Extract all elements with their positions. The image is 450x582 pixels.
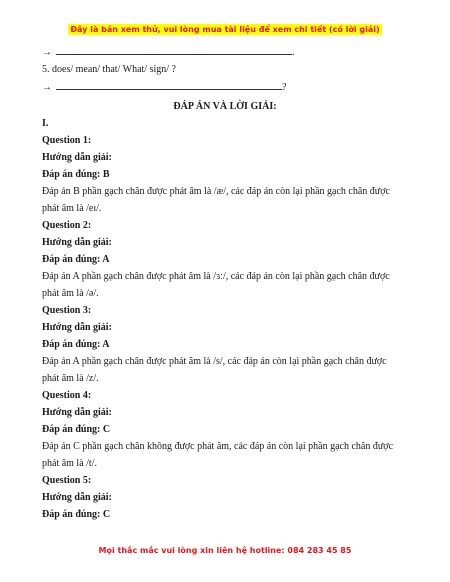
line-end-mark: ? [282,82,287,93]
guide-label: Hướng dẫn giải: [42,237,112,248]
correct-answer: Đáp án đúng: C [42,509,111,520]
correct-answer: Đáp án đúng: A [42,339,110,350]
question-label: Question 4: [42,390,92,401]
explanation-line: phát âm là /eɪ/. [42,203,102,214]
question-block-5 [42,474,408,521]
explanation-line: phát âm là /t/. [42,458,97,469]
question-block-4 [42,389,408,474]
preview-notice-text: Đây là bản xem thử, vui lòng mua tài liệu để xem chi tiết (có lời giải) [70,25,380,34]
guide-label: Hướng dẫn giải: [42,407,112,418]
explanation-line: Đáp án B phần gạch chân được phát âm là /æ/, các đáp án còn lại phần gạch chân được [42,186,390,197]
document-body [42,45,408,521]
explanation-line: phát âm là /z/. [42,373,99,384]
line-end-mark: . [292,47,295,58]
question-label: Question 2: [42,220,92,231]
answer-line-4 [42,45,408,59]
arrow-glyph: → [42,47,52,58]
explanation-line: Đáp án A phần gạch chân được phát âm là /s/, các đáp án còn lại phần gạch chân được [42,356,387,367]
guide-label: Hướng dẫn giải: [42,152,112,163]
explanation-line: phát âm là /ə/. [42,288,99,299]
preview-notice-banner [0,25,450,37]
question-label: Question 5: [42,475,92,486]
guide-label: Hướng dẫn giải: [42,492,112,503]
guide-label: Hướng dẫn giải: [42,322,112,333]
question-block-2 [42,219,408,304]
question-block-3 [42,304,408,389]
hotline-footer: Mọi thắc mắc vui lòng xin liên hệ hotline: 084 283 45 85 [98,546,352,555]
question-label: Question 3: [42,305,92,316]
correct-answer: Đáp án đúng: C [42,424,111,435]
answer-blank [56,80,282,90]
answer-blank [56,45,292,55]
answer-line-5 [42,80,408,94]
correct-answer: Đáp án đúng: A [42,254,110,265]
question-5-prompt: 5. does/ mean/ that/ What/ sign/ ? [42,64,176,75]
correct-answer: Đáp án đúng: B [42,169,110,180]
question-label: Question 1: [42,135,92,146]
explanation-line: Đáp án C phần gạch chân không được phát âm, các đáp án còn lại phần gạch chân được [42,441,394,452]
part-label: I. [42,118,49,129]
question-block-1 [42,134,408,219]
section-title: ĐÁP ÁN VÀ LỜI GIẢI: [173,101,277,112]
explanation-line: Đáp án A phần gạch chân được phát âm là /ɜː/, các đáp án còn lại phần gạch chân được [42,271,390,282]
arrow-glyph: → [42,82,52,93]
